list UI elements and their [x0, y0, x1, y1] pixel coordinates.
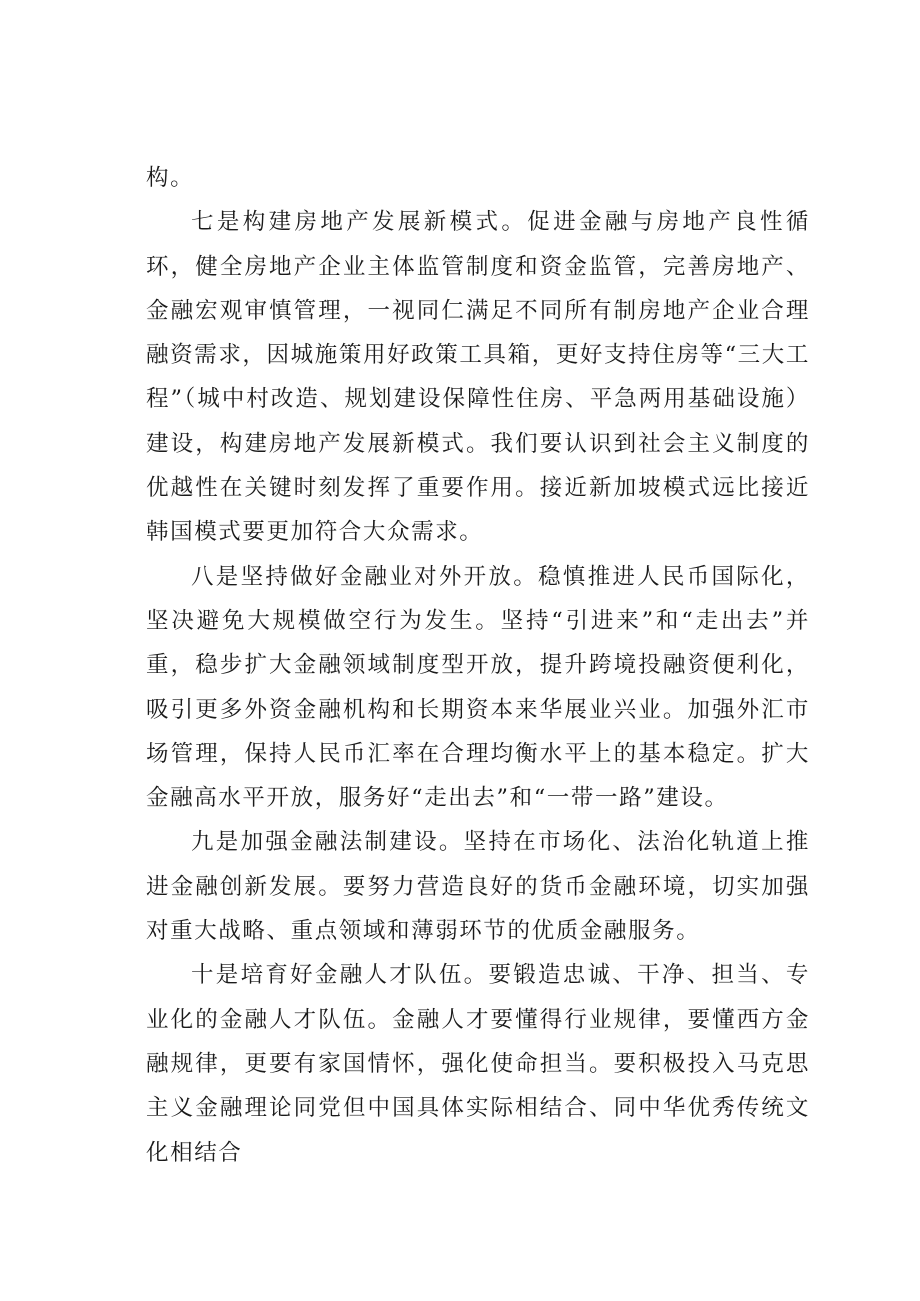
paragraph-continuation: 构。 — [146, 165, 195, 191]
paragraph-ten: 十是培育好金融人才队伍。要锻造忠诚、干净、担当、专业化的金融人才队伍。金融人才要懂得行业规律，要懂西方金融规律，更要有家国情怀，强化使命担当。要积极投入马克思主义金融理论同党但中国具体实际相结合、同中华优秀传统文化相结合 — [146, 962, 810, 1166]
paragraph-nine: 九是加强金融法制建设。坚持在市场化、法治化轨道上推进金融创新发展。要努力营造良好的货币金融环境，切实加强对重大战略、重点领域和薄弱环节的优质金融服务。 — [146, 829, 810, 945]
document-body — [146, 156, 810, 1175]
paragraph-eight: 八是坚持做好金融业对外开放。稳慎推进人民币国际化，坚决避免大规模做空行为发生。坚持“引进来”和“走出去”并重，稳步扩大金融领域制度型开放，提升跨境投融资便利化，吸引更多外资金融机构和长期资本来华展业兴业。加强外汇市场管理，保持人民币汇率在合理均衡水平上的基本稳定。扩大金融高水平开放，服务好“走出去”和“一带一路”建设。 — [146, 563, 810, 812]
paragraph-seven: 七是构建房地产发展新模式。促进金融与房地产良性循环，健全房地产企业主体监管制度和资金监管，完善房地产、金融宏观审慎管理，一视同仁满足不同所有制房地产企业合理融资需求，因城施策用好政策工具箱，更好支持住房等“三大工程”（城中村改造、规划建设保障性住房、平急两用基础设施）建设，构建房地产发展新模式。我们要认识到社会主义制度的优越性在关键时刻发挥了重要作用。接近新加坡模式远比接近韩国模式要更加符合大众需求。 — [146, 209, 810, 546]
